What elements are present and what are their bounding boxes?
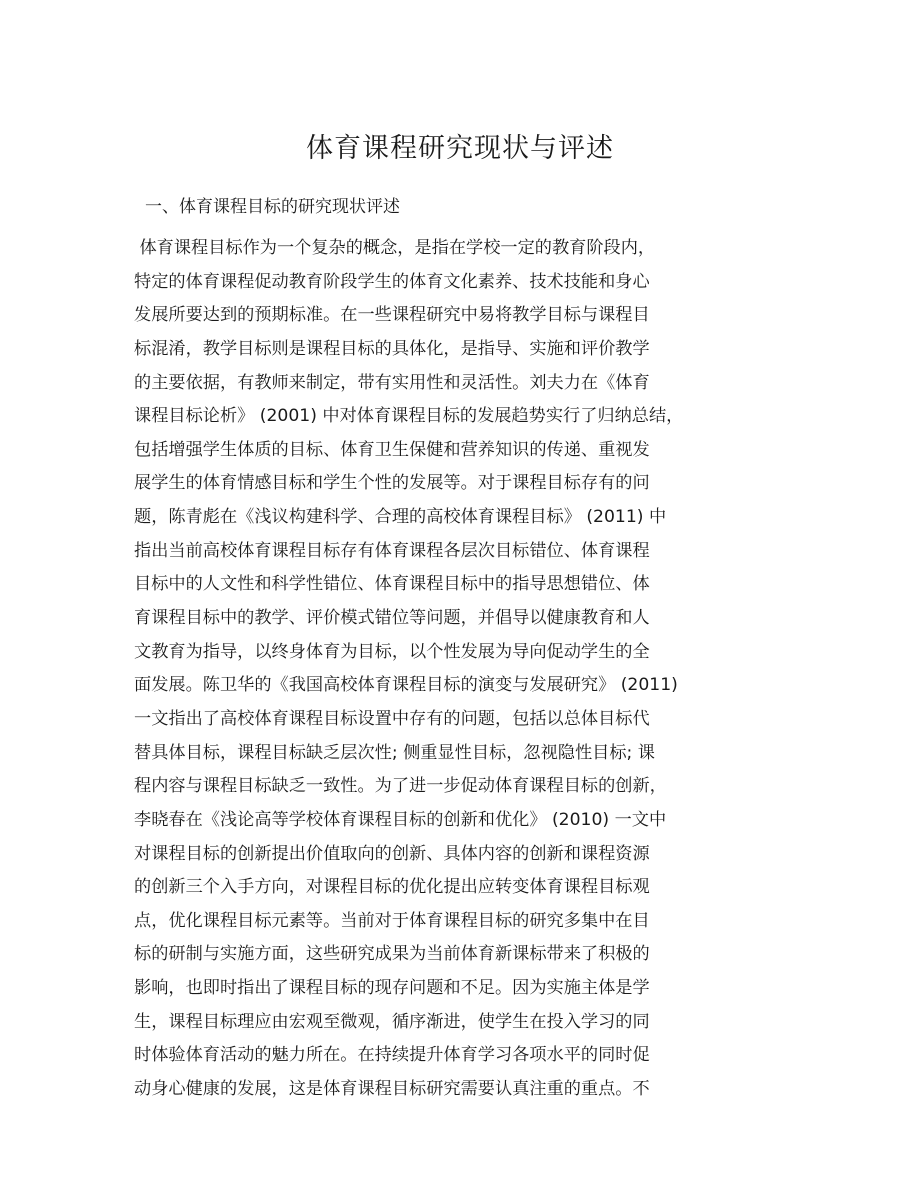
text-line: 点，优化课程目标元素等。当前对于体育课程目标的研究多集中在目 (134, 910, 650, 931)
text-line: 育课程目标中的教学、评价模式错位等问题，并倡导以健康教育和人 (134, 608, 650, 629)
section-heading: 一、体育课程目标的研究现状评述 (145, 197, 400, 217)
text-line: 的主要依据，有教师来制定，带有实用性和灵活性。刘夫力在《体育 (134, 372, 650, 393)
text-line: 题，陈青彪在《浅议构建科学、合理的高校体育课程目标》 (2011) 中 (134, 507, 667, 528)
text-line: 包括增强学生体质的目标、体育卫生保健和营养知识的传递、重视发 (134, 439, 650, 460)
text-line: 替具体目标，课程目标缺乏层次性; 侧重显性目标，忽视隐性目标; 课 (134, 742, 655, 763)
text-line: 的创新三个入手方向，对课程目标的优化提出应转变体育课程目标观 (134, 877, 650, 898)
text-line: 指出当前高校体育课程目标存有体育课程各层次目标错位、体育课程 (134, 540, 650, 561)
text-line: 标的研制与实施方面，这些研究成果为当前体育新课标带来了积极的 (134, 944, 650, 965)
text-line: 体育课程目标作为一个复杂的概念，是指在学校一定的教育阶段内， (134, 238, 656, 258)
text-line: 动身心健康的发展，这是体育课程目标研究需要认真注重的重点。不 (134, 1079, 650, 1100)
text-line: 程内容与课程目标缺乏一致性。为了进一步促动体育课程目标的创新， (134, 776, 667, 797)
text-line: 对课程目标的创新提出价值取向的创新、具体内容的创新和课程资源 (134, 843, 650, 864)
text-line: 发展所要达到的预期标准。在一些课程研究中易将教学目标与课程目 (134, 305, 650, 326)
text-line: 一文指出了高校体育课程目标设置中存有的问题，包括以总体目标代 (134, 708, 650, 729)
text-line: 时体验体育活动的魅力所在。在持续提升体育学习各项水平的同时促 (134, 1045, 650, 1066)
text-line: 展学生的体育情感目标和学生个性的发展等。对于课程目标存有的问 (134, 473, 650, 494)
body-paragraph (134, 236, 734, 1111)
text-line: 目标中的人文性和科学性错位、体育课程目标中的指导思想错位、体 (134, 574, 650, 595)
text-line: 面发展。陈卫华的《我国高校体育课程目标的演变与发展研究》 (2011) (134, 675, 678, 696)
text-line: 课程目标论析》 (2001) 中对体育课程目标的发展趋势实行了归纳总结， (134, 406, 684, 427)
text-line: 生，课程目标理应由宏观至微观，循序渐进，使学生在投入学习的同 (134, 1011, 650, 1032)
text-line: 特定的体育课程促动教育阶段学生的体育文化素养、技术技能和身心 (134, 271, 650, 292)
text-line: 李晓春在《浅论高等学校体育课程目标的创新和优化》 (2010) 一文中 (134, 809, 667, 830)
document-title: 体育课程研究现状与评述 (306, 133, 614, 164)
text-line: 文教育为指导，以终身体育为目标，以个性发展为导向促动学生的全 (134, 641, 650, 662)
text-line: 标混淆，教学目标则是课程目标的具体化，是指导、实施和评价教学 (134, 338, 650, 359)
text-line: 影响，也即时指出了课程目标的现存问题和不足。因为实施主体是学 (134, 978, 650, 999)
